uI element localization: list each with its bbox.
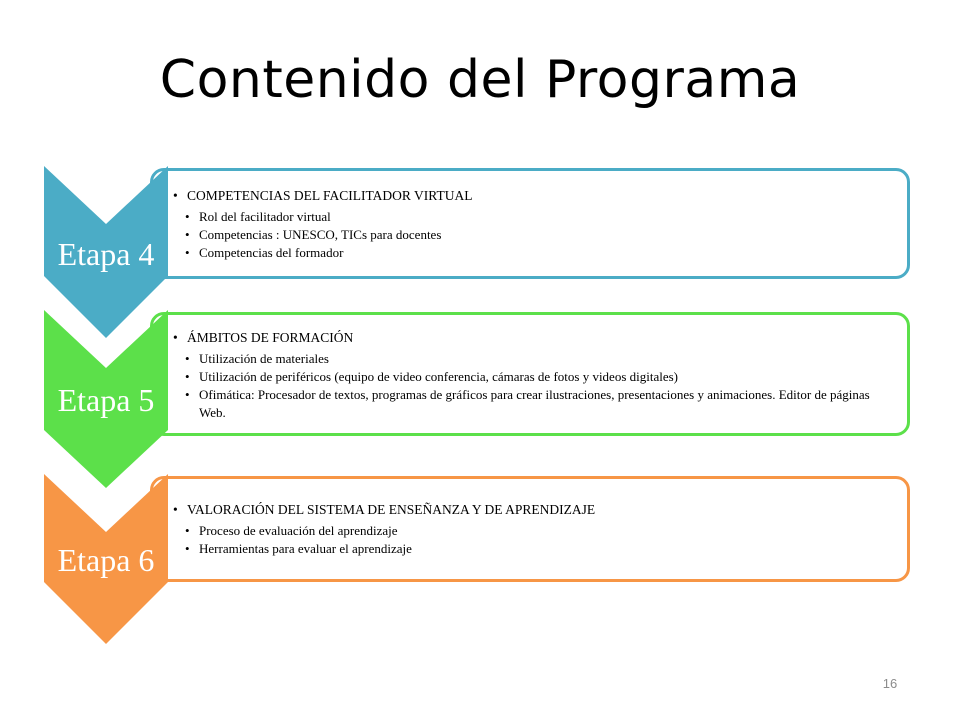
page-number: 16: [882, 676, 898, 691]
list-item: • Herramientas para evaluar el aprendizaje: [185, 541, 412, 556]
stage-5-label: Etapa 5: [57, 382, 155, 418]
stage-6-content: [173, 501, 895, 558]
list-item: • Competencias del formador: [185, 245, 344, 260]
list-item: • Competencias : UNESCO, TICs para docentes: [185, 227, 442, 242]
stage-4-heading: • COMPETENCIAS DEL FACILITADOR VIRTUAL: [173, 188, 473, 203]
stage-5-heading: • ÁMBITOS DE FORMACIÓN: [173, 330, 354, 345]
stage-4-label: Etapa 4: [57, 236, 155, 272]
stage-5-box: [150, 312, 910, 436]
stage-5-content: [173, 329, 895, 422]
slide-title: Contenido del Programa: [159, 50, 801, 110]
stage-6-label: Etapa 6: [57, 542, 155, 578]
list-item: • Utilización de materiales: [185, 351, 329, 366]
stage-6-box: [150, 476, 910, 582]
list-item: • Proceso de evaluación del aprendizaje: [185, 523, 398, 538]
list-item: • Rol del facilitador virtual: [185, 209, 331, 224]
stage-4-content: [173, 187, 895, 262]
list-item: • Utilización de periféricos (equipo de video conferencia, cámaras de fotos y videos digitales): [185, 369, 679, 384]
stage-6-heading: • VALORACIÓN DEL SISTEMA DE ENSEÑANZA Y DE APRENDIZAJE: [173, 502, 596, 517]
stage-4-box: [150, 168, 910, 279]
stage-5-chevron: [44, 310, 170, 490]
list-item: • Ofimática: Procesador de textos, programas de gráficos para crear ilustraciones, presentaciones y animaciones. Editor de páginas Web.: [185, 387, 870, 420]
stage-6-chevron: [44, 474, 170, 646]
